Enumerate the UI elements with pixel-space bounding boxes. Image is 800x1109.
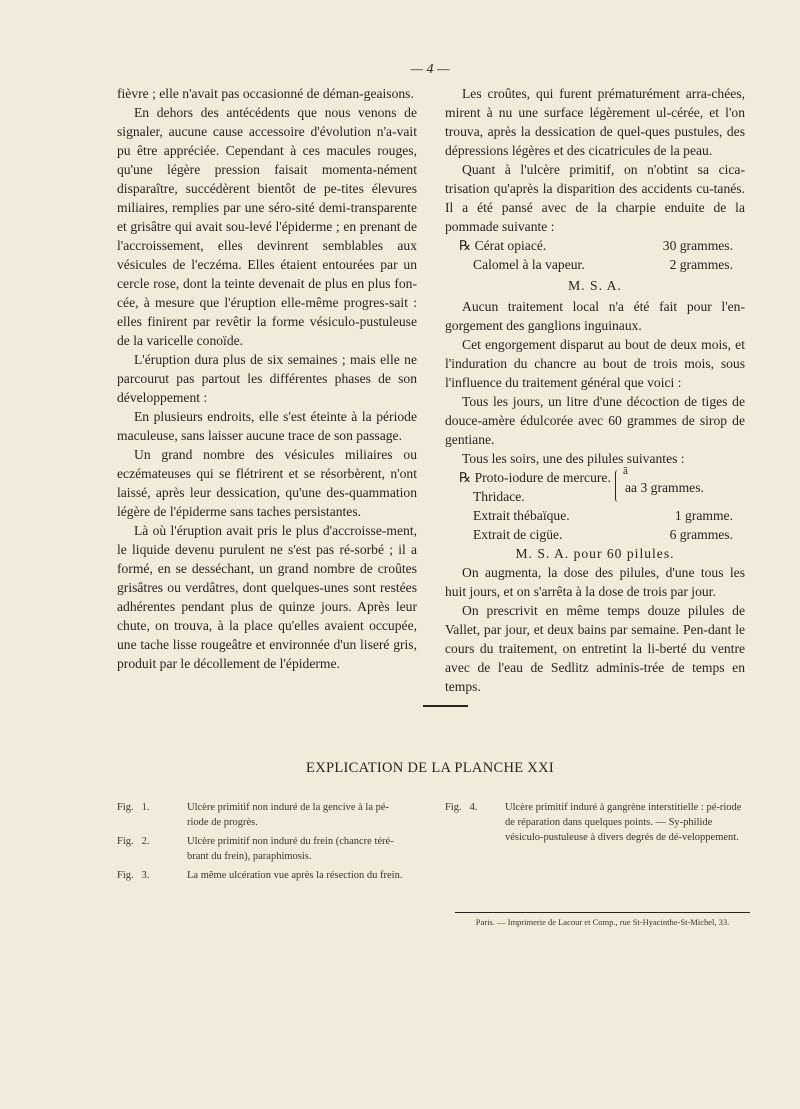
figure-caption (117, 868, 407, 883)
paragraph: En dehors des antécédents que nous venons de signaler, aucune cause accessoire d'évolution n'a-vait pu être appréciée. Cependant à ces macules rouges, qu'une légère pression faisait momenta-nément disparaître, succédèrent bientôt de pe-tites élevures miliaires, remplies par une séro-sité demi-transparente et grisâtre qui avait sou-levé l'épiderme ; en prenant de l'accroissement, elles devinrent semblables aux vésicules de l'eczéma. Elles étaient entourées par un cercle rose, dont la teinte devenait de plus en plus fon-cée, à mesure que l'éruption elle-même progres-sait : elles finirent par revêtir la forme vésiculo-pustuleuse de la varicelle conoïde. (117, 105, 417, 348)
fig-text: Ulcère primitif induré à gangrène interstitielle : pé-riode de réparation dans quelques points. — Sy-philide vésiculo-pustuleuse à divers degrés de dé-veloppement. (505, 802, 742, 843)
paragraph: Aucun traitement local n'a été fait pour l'en-gorgement des ganglions inguinaux. (445, 299, 745, 333)
paragraph: En plusieurs endroits, elle s'est éteinte à la période maculeuse, sans laisser aucune trace de son passage. (117, 409, 417, 443)
ingredient: Extrait thébaïque. (473, 508, 570, 523)
fig-label: Fig. (445, 802, 462, 813)
brace (615, 470, 622, 502)
page-number: — 4 — (410, 62, 450, 77)
formula-note: M. S. A. (568, 278, 622, 293)
paragraph: On augmenta, la dose des pilules, d'une tous les huit jours, et on s'arrêta à la dose de trois par jour. (445, 565, 745, 599)
printer-imprint: Paris. — Imprimerie de Lacour et Comp., rue St-Hyacinthe-St-Michel, 33. (455, 912, 750, 927)
dose: 1 gramme. (674, 508, 733, 523)
paragraph: fièvre ; elle n'avait pas occasionné de déman-geaisons. (117, 86, 414, 101)
paragraph: On prescrivit en même temps douze pilules de Vallet, par jour, et deux bains par semaine. Pen-dant le cours du traitement, on entretint la li-berté du ventre avec de l'eau de Sedlitz adminis-trée de temps en temps. (445, 603, 745, 694)
fig-text: Ulcère primitif non induré du frein (chancre téré-brant du frein), paraphimosis. (187, 836, 394, 862)
paragraph: L'éruption dura plus de six semaines ; mais elle ne parcourut pas partout les différentes phases de son développement : (117, 352, 417, 405)
figure-legend-left (117, 800, 407, 887)
prescription-ointment (445, 236, 745, 274)
prescription-pills (445, 465, 745, 506)
fig-text: La même ulcération vue après la résection du frein. (187, 870, 403, 881)
formula-note: M. S. A. pour 60 pilules. (515, 546, 675, 561)
prescription-row (445, 525, 745, 544)
paragraph: Tous les soirs, une des pilules suivantes : (462, 451, 685, 466)
fig-number: 2. (141, 836, 150, 847)
ingredient: ℞ Cérat opiacé. (459, 238, 547, 253)
right-column (445, 84, 745, 696)
paragraph: Quant à l'ulcère primitif, on n'obtint sa cica-trisation qu'après la disparition des accidents cu-tanés. Il a été pansé avec de la charpie enduite de la pommade suivante : (445, 162, 745, 234)
left-column (117, 84, 417, 673)
section-divider (423, 705, 468, 707)
prescription-row (445, 255, 745, 274)
figure-caption (117, 800, 407, 830)
fig-number: 4. (469, 802, 478, 813)
fig-label: Fig. (117, 836, 134, 847)
tilde-mark: ã (623, 465, 628, 477)
fig-label: Fig. (117, 802, 134, 813)
dose: 6 grammes. (669, 527, 733, 542)
fig-number: 1. (141, 802, 150, 813)
ingredient: ℞ Proto-iodure de mercure. (459, 470, 611, 485)
dose: 2 grammes. (669, 257, 733, 272)
ingredient: Calomel à la vapeur. (473, 257, 585, 272)
prescription-extracts (445, 506, 745, 544)
dose: aa 3 grammes. (625, 480, 704, 495)
prescription-row (445, 506, 745, 525)
fig-text: Ulcère primitif non induré de la gencive à la pé-riode de progrès. (187, 802, 390, 828)
paragraph: Cet engorgement disparut au bout de deux mois, et l'induration du chancre au bout de trois mois, sous l'influence du traitement général que voici : (445, 337, 745, 390)
figure-legend-right (445, 800, 745, 849)
ingredient: Thridace. (473, 489, 525, 504)
paragraph: Tous les jours, un litre d'une décoction de tiges de douce-amère édulcorée avec 60 grammes de sirop de gentiane. (445, 394, 745, 447)
fig-number: 3. (141, 870, 150, 881)
dose: 30 grammes. (662, 238, 733, 253)
figure-caption (445, 800, 745, 845)
prescription-row (445, 236, 745, 255)
ingredient: Extrait de cigüe. (473, 527, 563, 542)
paragraph: Là où l'éruption avait pris le plus d'accroisse-ment, le liquide devenu purulent ne s'est pas ré-sorbé ; il a formé, en se desséchant, un grand nombre de croûtes grisâtres ou verdâtres, dont quelques-unes sont restées adhérentes pendant plus de quinze jours. Après leur chute, on trouva, à la place qu'elles avaient occupée, une tache lisse rougeâtre et environnée d'un liseré gris, produit par le décollement de l'épiderme. (117, 523, 417, 671)
plate-title: EXPLICATION DE LA PLANCHE XXI (306, 760, 554, 776)
fig-label: Fig. (117, 870, 134, 881)
paragraph: Les croûtes, qui furent prématurément arra-chées, mirent à nu une surface légèrement ul-cérée, et l'on trouva, après la dessication de quel-ques pustules, des dépressions légères et des cicatricules de la peau. (445, 86, 745, 158)
figure-caption (117, 834, 407, 864)
paragraph: Un grand nombre des vésicules miliaires ou eczémateuses qui se flétrirent et se résorbèrent, n'ont laissé, après leur dessication, qu'une des-quammation légère de l'épiderme sans taches persistantes. (117, 447, 417, 519)
